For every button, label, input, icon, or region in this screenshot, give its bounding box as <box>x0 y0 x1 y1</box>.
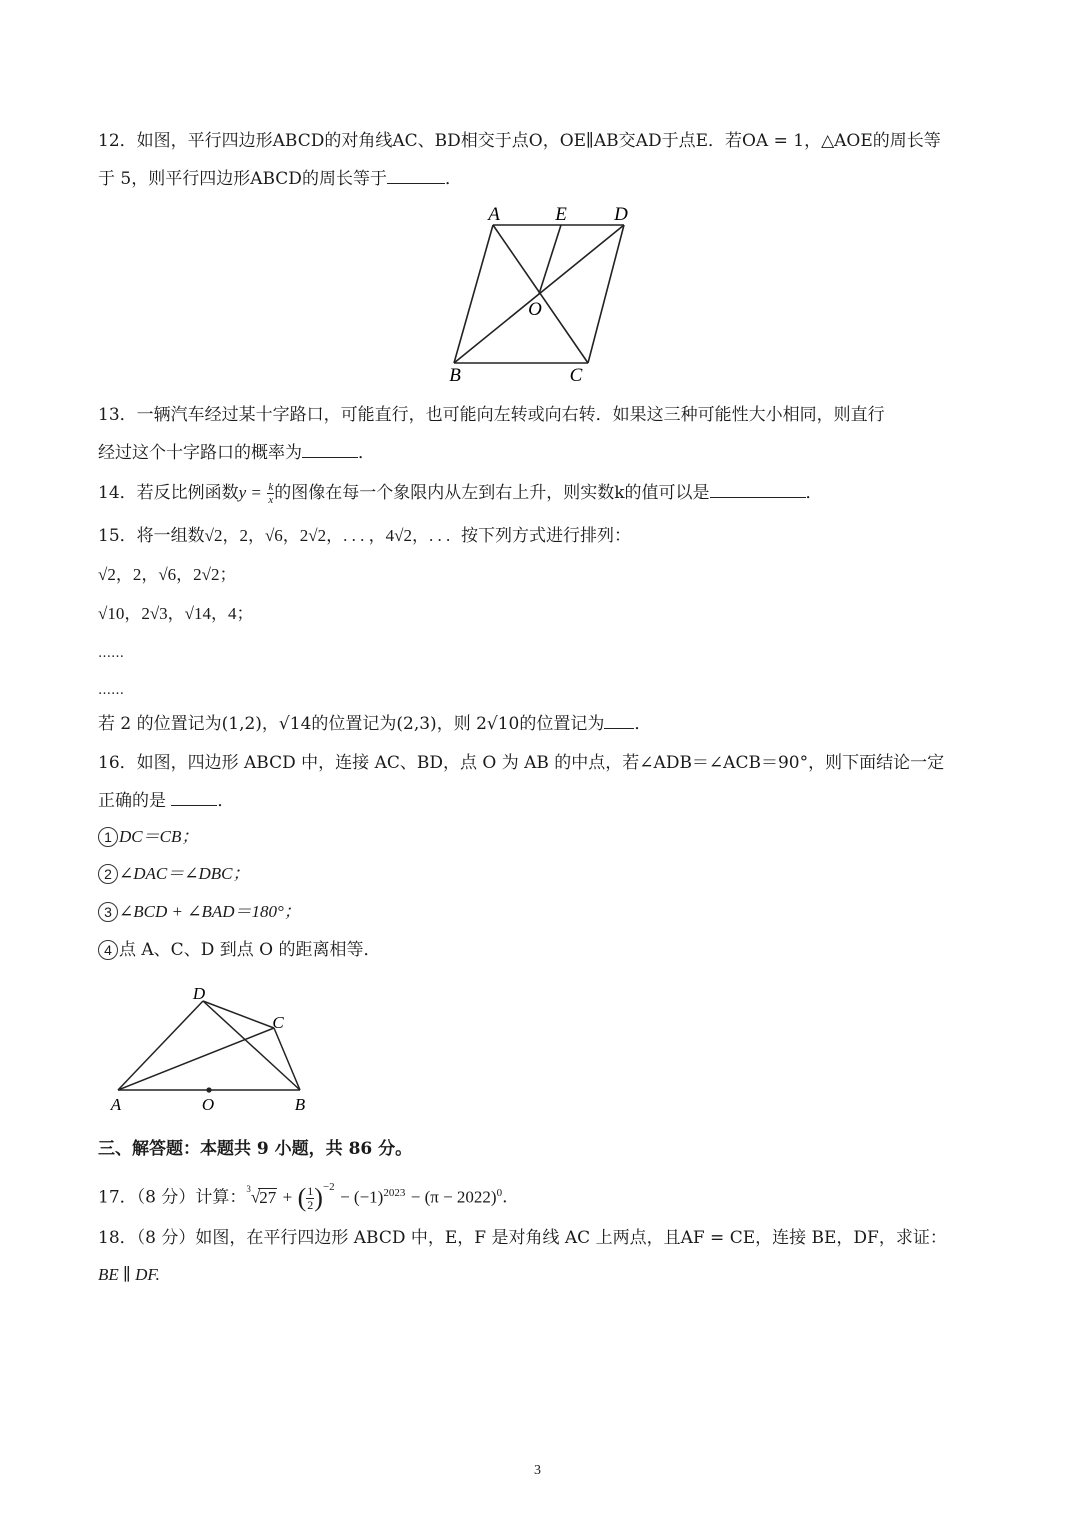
page-number: 3 <box>534 1463 541 1478</box>
answer-blank <box>302 439 358 458</box>
label-c: C <box>569 365 583 386</box>
label-e: E <box>555 204 567 225</box>
q15-dots1: …… <box>98 646 124 661</box>
label-d: D <box>614 204 628 225</box>
q15-last-line: 若 2 的位置记为(1,2)，√14的位置记为(2,3)，则 2√10的位置记为 ． <box>98 710 651 737</box>
segment-oe <box>539 225 561 294</box>
q18-line1: 18．（8 分）如图，在平行四边形 ABCD 中，E，F 是对角线 AC 上两点，且AF = CE，连接 BE，DF，求证： <box>98 1228 947 1248</box>
q16-line2: 正确的是 ． <box>98 787 234 814</box>
answer-blank <box>710 479 806 498</box>
label-a: A <box>110 1095 122 1114</box>
q16-option-3: 3 ∠BCD + ∠BAD＝180°； <box>98 899 301 925</box>
q15-dots2: …… <box>98 683 124 698</box>
fraction-k-over-x: $\frac{k}{x}$ <box>268 481 274 506</box>
segment-ad <box>118 1001 203 1090</box>
q12-parallelogram-figure <box>440 198 640 390</box>
answer-blank <box>387 165 445 184</box>
label-b: B <box>294 1095 306 1114</box>
side-dc <box>588 225 624 363</box>
segment-bd <box>203 1001 300 1090</box>
label-o: O <box>528 299 542 320</box>
label-o: O <box>201 1095 215 1114</box>
circled-number-2: 2 <box>98 864 118 884</box>
circled-number-3: 3 <box>98 902 118 922</box>
q16-option-4: 4 点 A、C、D 到点 O 的距离相等． <box>98 937 380 963</box>
side-ba <box>454 225 493 363</box>
label-c: C <box>272 1013 284 1032</box>
q13-line2: 经过这个十字路口的概率为 ． <box>98 439 375 466</box>
diagonal-ac <box>493 225 588 363</box>
q12-line1: 12．如图，平行四边形ABCD的对角线AC、BD相交于点O，OE∥AB交AD于点E．若OA = 1，△AOE的周长等 <box>98 131 941 151</box>
point-o <box>206 1087 211 1092</box>
label-a: A <box>488 204 500 225</box>
q16-option-2: 2 ∠DAC＝∠DBC； <box>98 861 250 887</box>
q15-line1: 15．将一组数√2，2，√6，2√2，. . . ，4√2，. . . 按下列方式进行排列： <box>98 526 632 546</box>
q12-line2: 于 5，则平行四边形ABCD的周长等于 ． <box>98 165 462 192</box>
section-3-heading: 三、解答题：本题共 9 小题，共 86 分。 <box>98 1139 413 1159</box>
q15-row1: √2，2，√6，2√2； <box>98 565 237 584</box>
q17-line: 17．（8 分）计算：$^3$√27 + ( $\frac{1}{2}$ )$^{-2} - (-1)^{2023} - (\pi - 2022)^0$. <box>98 1181 508 1213</box>
q16-line1: 16．如图，四边形 ABCD 中，连接 AC、BD，点 O 为 AB 的中点，若∠ADB＝∠ACB＝90°，则下面结论一定 <box>98 753 945 773</box>
q16-option-1: 1 DC＝CB； <box>98 824 198 850</box>
q15-row2: √10，2√3，√14，4； <box>98 604 254 623</box>
q13-line1: 13．一辆汽车经过某十字路口，可能直行，也可能向左转或向右转．如果这三种可能性大小相同，则直行 <box>98 405 885 425</box>
circled-number-4: 4 <box>98 940 118 960</box>
answer-blank <box>171 787 217 806</box>
label-b: B <box>449 365 461 386</box>
segment-ac <box>118 1028 274 1090</box>
q14-line: 14．若反比例函数y = $\frac{k}{x}$ 的图像在每一个象限内从左到右上升，则实数k的值可以是 ． <box>98 481 823 506</box>
label-d: D <box>192 984 206 1003</box>
q18-line2: BE ∥ DF. <box>98 1265 160 1284</box>
fraction-one-half: $\frac{1}{2}$ <box>307 1183 314 1212</box>
segment-cb <box>274 1028 300 1090</box>
segment-dc <box>203 1001 274 1028</box>
q16-quadrilateral-figure <box>100 980 330 1116</box>
answer-blank <box>604 710 634 729</box>
circled-number-1: 1 <box>98 827 118 847</box>
